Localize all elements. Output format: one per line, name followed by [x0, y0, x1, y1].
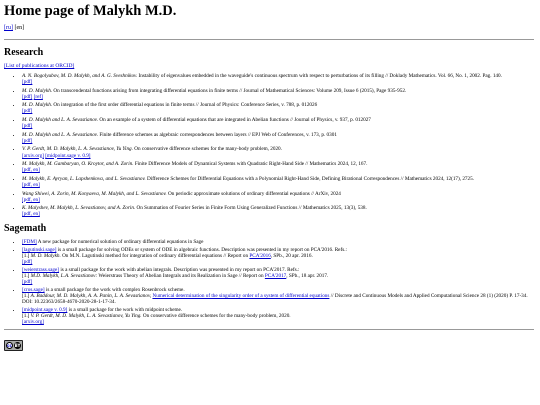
sage-extra-link[interactable]: [pdf]	[22, 279, 33, 286]
footer-divider	[4, 329, 534, 330]
reference-text: On conservative difference schemes for the many-body problem, 2020.	[141, 313, 291, 320]
publication-text: Finite Difference Models of Dynamical Systems with Quadratic Right-Hand Side // Mathematics 2024, 12, 167.	[133, 161, 368, 168]
publication-link[interactable]: [arxiv.org]	[22, 152, 44, 159]
publication-authors: M. D. Malykh and L. A. Sevastianov.	[22, 117, 99, 124]
publication-text: On conservative difference schemes for the many-body problem, 2020.	[132, 146, 282, 153]
publication-text: On Summation of Fourier Series in Finite Form Using Generalized Functions // Mathematics 2025, 13(3), 538.	[135, 205, 367, 212]
publication-links	[22, 182, 534, 188]
publication-links	[22, 153, 534, 159]
sage-package-link[interactable]: [weierstrass.sage]	[22, 267, 60, 274]
cc-license-badge[interactable]	[4, 340, 23, 351]
sage-package-item	[22, 287, 534, 305]
reference-link[interactable]: PCA'2017	[264, 273, 287, 280]
publication-link[interactable]: [pdf]	[22, 123, 33, 130]
publication-link[interactable]: [pdf]	[22, 93, 33, 100]
publication-link[interactable]: [pdf]	[22, 108, 33, 115]
reference-authors: A. Baddour, M. D. Malykh, A. A. Panin, L. A. Sevastianov,	[30, 293, 152, 300]
sage-package-link[interactable]: [lagutinski.sage]	[22, 247, 57, 254]
publication-link[interactable]: [pdf]	[22, 137, 33, 144]
publication-links	[22, 79, 534, 85]
cc-icon: cc	[7, 343, 12, 349]
sage-extra-link[interactable]: [pdf]	[22, 259, 33, 266]
publication-link[interactable]: [pdf]	[22, 79, 33, 86]
sage-package-link[interactable]: [FDM]	[22, 239, 37, 246]
publication-links	[22, 108, 534, 114]
publication-link[interactable]: [pdf, en]	[22, 167, 40, 174]
sage-package-description: A new package for numerical solution of ordinary differential equations in Sage	[36, 239, 204, 246]
publication-link[interactable]: [pdf, en]	[22, 181, 40, 188]
sagemath-heading: Sagemath	[4, 223, 47, 235]
by-icon: BY	[14, 343, 21, 349]
publication-text: On periodic approximate solutions of ordinary differential equations // ArXiv, 2024	[166, 190, 341, 197]
publication-authors: K. Malyshev, M. Malykh, L. Sevastianov, and A. Zorin.	[22, 205, 136, 212]
publication-item	[22, 205, 534, 217]
publication-authors: A. N. Bogolyubov, M. D. Malykh, and A. G. Sveshnikov.	[22, 73, 138, 79]
publication-authors: M. D. Malykh.	[22, 102, 53, 109]
sage-extra-links	[22, 319, 534, 325]
publication-link[interactable]: [pdf, en]	[22, 196, 40, 203]
publication-link[interactable]: [midpoint.sage v. 0.9]	[45, 152, 91, 159]
sage-extra-links	[22, 279, 534, 285]
sage-package-item	[22, 239, 534, 245]
sage-package-description: is a small package for the work with complex Rosenbrock scheme.	[44, 287, 185, 294]
sage-extra-links	[22, 259, 534, 265]
sage-package-link[interactable]: [midpoint.sage v. 0.9]	[22, 307, 68, 314]
publication-item	[22, 102, 534, 114]
sage-package-description: is a small package for the work with abelian integrals. Description was presented in my report on PCA'2017. Refs.:	[59, 267, 300, 274]
reference-number: [1.]	[22, 253, 31, 260]
publication-text: Instability of eigenvalues embedded in the waveguide's continuous spectrum with respect to perturbations of its filling // Doklady Mathematics. Vol. 66, No. 1, 2002. Pag. 140.	[137, 73, 502, 79]
publication-authors: M. D. Malykh.	[22, 87, 53, 94]
reference-number: [1.]	[22, 273, 31, 280]
language-switcher	[4, 25, 534, 31]
publication-text: On integration of the first order differential equations in finite terms // Journal of Physics: Conference Series, v. 788, p. 012026	[52, 102, 318, 109]
publication-authors: Wang Shiwei, A. Zorin, M. Konyaeva, M. Malykh, and L. Sevastianov.	[22, 190, 167, 197]
publication-text: On transcendental functions arising from integrating differential equations in finite terms // Journal of Mathematical Sciences: Volume 209, Issue 6 (2015), Page 935-952.	[52, 87, 407, 94]
publication-item	[22, 132, 534, 144]
sage-package-description: is a small package for the work with midpoint scheme.	[67, 307, 183, 314]
reference-text: Weierstrass Theory of Abelian Integrals and its Realization in Sage // Report on	[97, 273, 265, 280]
sage-package-item	[22, 307, 534, 325]
publication-item	[22, 73, 534, 85]
sagemath-list	[4, 239, 534, 325]
lang-en-label: [en]	[14, 25, 25, 31]
sage-package-link[interactable]: [cros.sage]	[22, 287, 45, 294]
reference-link[interactable]: Numerical determination of the singularity order of a system of differential equations	[152, 293, 330, 300]
publication-links	[22, 94, 534, 100]
sage-package-description: is a small package for solving ODEs or system of ODE in algebraic functions. Description was presented in my report on PCA'2016. Refs.:	[56, 247, 347, 254]
publication-text: On an example of a system of differential equations that are integrated in Abelian functions // Journal of Physics, v. 937, p. 012027	[98, 117, 371, 124]
lang-ru-link[interactable]: [ru]	[4, 25, 13, 31]
reference-authors: M.D. Malykh, L.A. Sevastianov:	[30, 273, 98, 280]
sage-reference	[22, 293, 534, 305]
footer	[4, 334, 534, 352]
publication-text: Finite difference schemes as algebraic correspondences between layers // EPJ Web of Conferences, v. 173, p. 0301	[98, 131, 337, 138]
publication-authors: M. Malykh, M. Gambaryan, O. Kroytor, and A. Zorin.	[22, 161, 134, 168]
publication-text: Difference Schemes for Differential Equations with a Polynomial Right-Hand Side, Defining Birational Correspondences // Mathematics 2024, 12(17), 2725.	[145, 175, 474, 182]
publication-link[interactable]: [ref]	[33, 93, 43, 100]
publication-item	[22, 191, 534, 203]
reference-number: [1.]	[22, 313, 31, 320]
publication-links	[22, 211, 534, 217]
reference-suffix: // Discrete and Continuous Models and Applied Computational Science 28 (1) (2020) P. 17-34. DOI: 10.22363/2658-4670-2020-28-1-17-34.	[22, 293, 528, 306]
publication-links	[22, 138, 534, 144]
sage-package-item	[22, 247, 534, 265]
sage-package-item	[22, 267, 534, 285]
publication-item	[22, 176, 534, 188]
reference-number: [1.]	[22, 293, 31, 300]
publication-item	[22, 88, 534, 100]
page-title: Home page of Malykh M.D.	[4, 3, 177, 19]
sage-extra-link[interactable]: [arxiv.org]	[22, 319, 44, 326]
publication-links	[22, 123, 534, 129]
reference-link[interactable]: PCA'2016	[249, 253, 271, 260]
publication-links	[22, 197, 534, 203]
reference-authors: V. P. Gerdt, M. D. Malykh, L. A. Sevastianov, Yu Ying.	[30, 313, 142, 320]
publication-item	[22, 146, 534, 158]
reference-text: On M.N. Lagutinski method for integration of ordinary differential equations // Report on	[60, 253, 250, 260]
orcid-link[interactable]: [List of publications at ORCID]	[4, 63, 75, 69]
reference-suffix: , SPb., 18 apr. 2017.	[286, 273, 329, 280]
publication-authors: V. P. Gerdt, M. D. Malykh, L. A. Sevastianov, Yu Ying.	[22, 146, 133, 153]
publication-authors: M. D. Malykh and L. A. Sevastianov.	[22, 131, 99, 138]
publication-item	[22, 161, 534, 173]
reference-suffix: , SPb., 20 apr. 2016.	[270, 253, 313, 260]
research-list	[4, 73, 534, 217]
research-heading: Research	[4, 47, 44, 58]
divider	[4, 39, 534, 40]
publication-links	[22, 167, 534, 173]
reference-authors: M. D. Malykh.	[30, 253, 61, 260]
publication-authors: M. Malykh, E. Ayryan, L. Lapshenkova, and L. Sevastianov.	[22, 175, 146, 182]
publication-item	[22, 117, 534, 129]
publication-link[interactable]: [pdf, en]	[22, 211, 40, 218]
